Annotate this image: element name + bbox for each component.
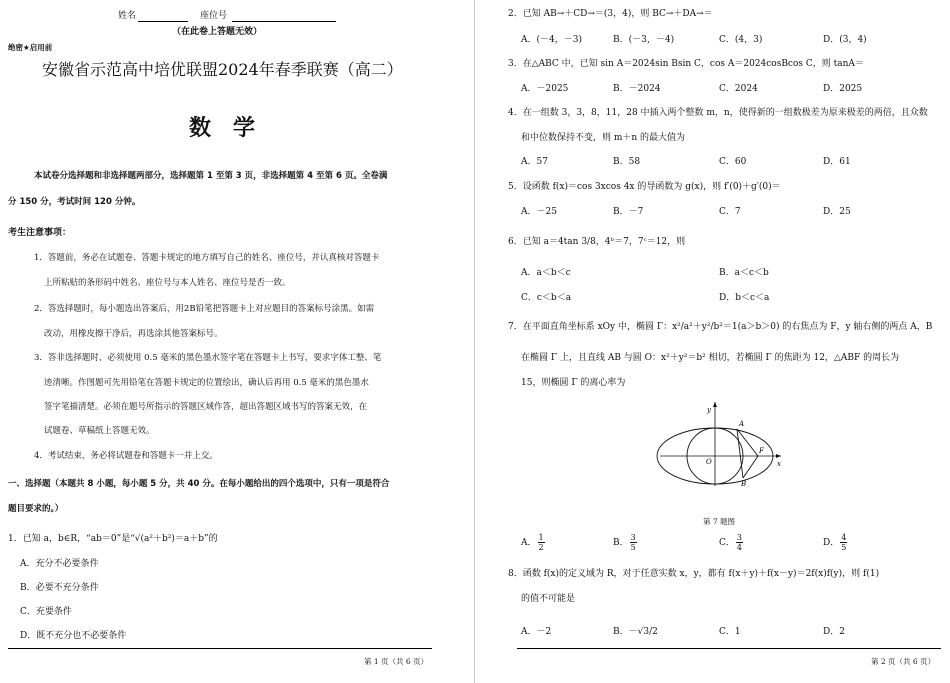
note-line: 4．考试结束，务必将试题卷和答题卡一并上交。 <box>34 451 218 461</box>
q7-option-a: A． $\frac{1}{2}$ <box>521 533 544 552</box>
label-f: F <box>759 447 764 455</box>
q5-stem: 5．设函数 f(x)＝cos 3xcos 4x 的导函数为 g(x)，则 f′(0)＋g′(0)＝ <box>508 182 781 192</box>
q1-option: D．既不充分也不必要条件 <box>20 631 127 641</box>
section-title-line-1: 一、选择题（本题共 8 小题，每小题 5 分，共 40 分。在每小题给出的四个选项中，只有一项是符合 <box>8 479 390 489</box>
intro-line-1: 本试卷分选择题和非选择题两部分，选择题第 1 至第 3 页，非选择题第 4 至第 6 页。全卷满 <box>34 171 388 181</box>
page-footer: 第 1 页（共 6 页） <box>364 657 429 666</box>
fraction: $\frac{1}{2}$ <box>538 533 544 552</box>
notice-heading: 考生注意事项： <box>8 228 72 238</box>
q3-option: A．－2025 <box>521 84 569 94</box>
x-axis-arrow <box>776 454 781 458</box>
line-ab <box>737 429 743 478</box>
right-page <box>475 0 950 683</box>
subject-title: 数 学 <box>189 116 256 141</box>
label-a: A <box>739 420 745 428</box>
label-y: y <box>707 406 711 414</box>
note-line: 上所粘贴的条形码中姓名、座位号与本人姓名、座位号是否一致。 <box>44 278 291 288</box>
q8-stem-line-1: 8．函数 f(x)的定义域为 R，对于任意实数 x，y，都有 f(x＋y)＋f(x－y)＝2f(x)f(y)，则 f(1) <box>508 569 880 579</box>
q1-option: C．充要条件 <box>20 607 72 617</box>
line-bf <box>743 456 758 478</box>
q7-stem-line-1: 7．在平面直角坐标系 xOy 中，椭圆 Γ：x²/a²＋y²/b²＝1(a＞b＞0) 的右焦点为 F，y 轴右侧的两点 A，B <box>508 322 933 332</box>
page-footer: 第 2 页（共 6 页） <box>871 657 936 666</box>
fraction: $\frac{3}{4}$ <box>736 533 742 552</box>
q1-stem: 1．已知 a，b∈R，“ab＝0”是“√(a²＋b²)＝a＋b”的 <box>8 534 218 544</box>
exam-title: 安徽省示范高中培优联盟2024年春季联赛（高二） <box>42 60 403 79</box>
note-line: 1．答题前，务必在试题卷、答题卡规定的地方填写自己的姓名、座位号，并认真核对答题卡 <box>34 253 380 263</box>
section-title-line-2: 题目要求的。） <box>8 504 64 514</box>
q6-option: B．a＜c＜b <box>719 268 769 278</box>
secret-label: 绝密★启用前 <box>8 43 53 52</box>
name-blank <box>138 21 188 22</box>
q4-stem-line-1: 4．在一组数 3，3，8，11，28 中插入两个整数 m，n，使得新的一组数极差为原来极差的两倍，且众数 <box>508 108 928 118</box>
seat-label: 座位号 <box>200 11 228 21</box>
q5-option: C．7 <box>719 207 741 217</box>
q7-option-c: C． $\frac{3}{4}$ <box>719 533 742 552</box>
label-x: x <box>777 460 781 468</box>
name-label: 姓名 <box>118 11 137 21</box>
q4-option: B．58 <box>613 157 641 167</box>
label-b: B <box>741 480 747 488</box>
note-line: 改动，用橡皮擦干净后，再选涂其他答案标号。 <box>44 329 223 339</box>
q8-option: B．－√3/2 <box>613 627 658 637</box>
q4-option: A．57 <box>521 157 548 167</box>
footer-rule <box>8 648 432 649</box>
note-line: 试题卷、草稿纸上答题无效。 <box>44 426 155 436</box>
q4-option: C．60 <box>719 157 747 167</box>
q6-option: C．c＜b＜a <box>521 293 572 303</box>
q5-option: B．－7 <box>613 207 644 217</box>
q3-option: C．2024 <box>719 84 758 94</box>
note-line: 迹清晰。作图题可先用铅笔在答题卡规定的位置绘出，确认后再用 0.5 毫米的黑色墨水 <box>44 378 369 388</box>
q8-option: C．1 <box>719 627 741 637</box>
y-axis-arrow <box>713 402 717 407</box>
q7-option-d: D． $\frac{4}{5}$ <box>823 533 847 552</box>
q4-option: D．61 <box>823 157 851 167</box>
q2-option: D．(3，4) <box>823 35 867 45</box>
fraction: $\frac{4}{5}$ <box>841 533 847 552</box>
note-line: 2．答选择题时，每小题选出答案后，用2B铅笔把答题卡上对应题目的答案标号涂黑。如需 <box>34 304 375 314</box>
q3-option: D．2025 <box>823 84 863 94</box>
q6-option: A．a＜b＜c <box>521 268 571 278</box>
q6-stem: 6．已知 a＝4tan 3/8，4ᵇ＝7，7ᶜ＝12，则 <box>508 237 686 247</box>
q8-stem-line-2: 的值不可能是 <box>521 594 576 604</box>
q3-option: B．－2024 <box>613 84 661 94</box>
q8-option: A．－2 <box>521 627 552 637</box>
q7-option-b: B． $\frac{3}{5}$ <box>613 533 636 552</box>
q2-stem: 2．已知 AB→＋CD→＝(3，4)，则 BC→＋DA→＝ <box>508 9 713 19</box>
note-line: 签字笔描清楚。必须在题号所指示的答题区域作答，超出答题区域书写的答案无效，在 <box>44 402 368 412</box>
fraction: $\frac{3}{5}$ <box>630 533 636 552</box>
q7-ellipse-figure <box>655 398 785 488</box>
q3-stem: 3．在△ABC 中，已知 sin A＝2024sin Bsin C，cos A＝2024cosBcos C，则 tanA＝ <box>508 59 864 69</box>
q5-option: D．25 <box>823 207 851 217</box>
q2-option: A．(－4，－3) <box>521 35 582 45</box>
intro-line-2: 分 150 分，考试时间 120 分钟。 <box>8 197 141 207</box>
q6-option: D．b＜c＜a <box>719 293 770 303</box>
q1-option: B．必要不充分条件 <box>20 583 99 593</box>
footer-rule <box>517 648 941 649</box>
q5-option: A．－25 <box>521 207 557 217</box>
note-line: 3．答非选择题时，必须使用 0.5 毫米的黑色墨水签字笔在答题卡上书写，要求字体工整、笔 <box>34 353 382 363</box>
q7-figure-caption: 第 7 题图 <box>703 517 736 526</box>
q4-stem-line-2: 和中位数保持不变，则 m＋n 的最大值为 <box>521 133 686 143</box>
q7-stem-line-2: 在椭圆 Γ 上，且直线 AB 与圆 O：x²＋y²＝b² 相切，若椭圆 Γ 的焦距为 12，△ABF 的周长为 <box>521 353 900 363</box>
invalid-note: （在此卷上答题无效） <box>172 27 263 37</box>
q1-option: A．充分不必要条件 <box>20 559 99 569</box>
seat-blank <box>232 21 336 22</box>
q2-option: B．(－3，－4) <box>613 35 675 45</box>
q7-stem-line-3: 15，则椭圆 Γ 的离心率为 <box>521 378 626 388</box>
label-o: O <box>706 458 712 466</box>
q8-option: D．2 <box>823 627 845 637</box>
q2-option: C．(4，3) <box>719 35 763 45</box>
